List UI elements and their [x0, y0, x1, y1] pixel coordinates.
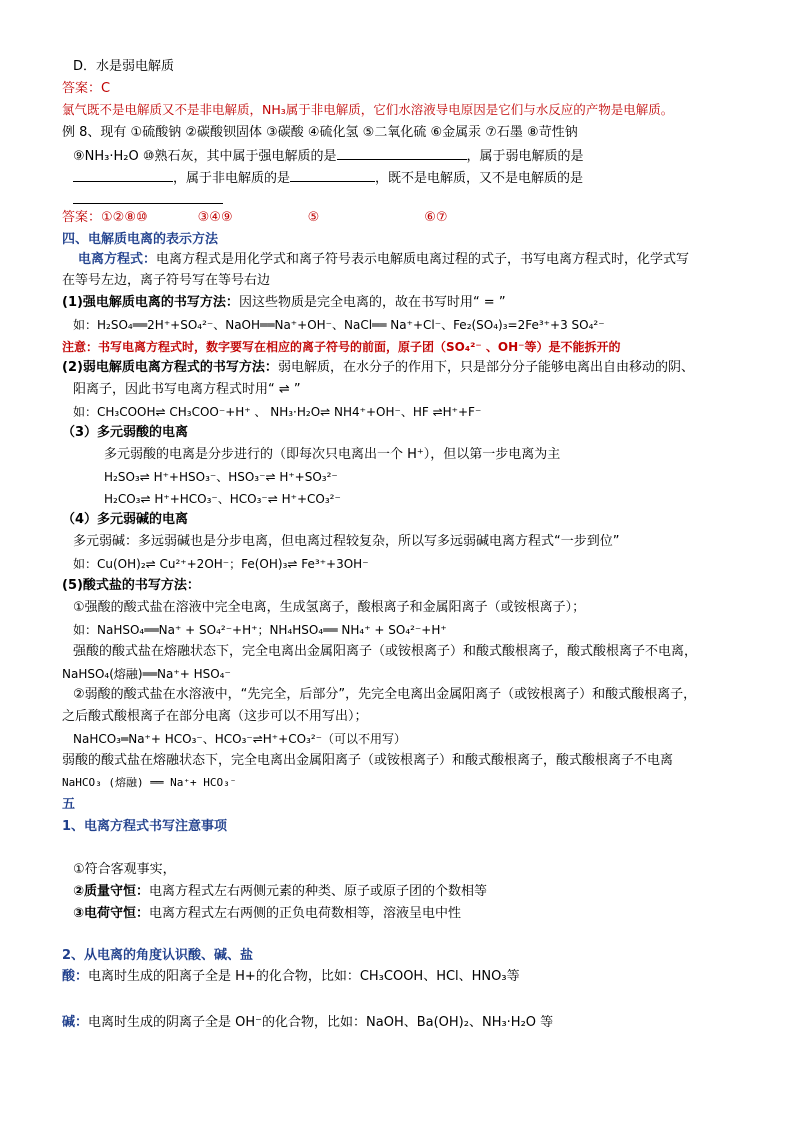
- acid-text: 电离时生成的阳离子全是 H+的化合物，比如：CH₃COOH、HCl、HNO₃等: [88, 969, 520, 984]
- answer-c: 答案：C: [62, 81, 111, 96]
- rule-2-label: ②质量守恒：: [73, 884, 150, 899]
- answer-neither: ⑥⑦: [424, 210, 448, 225]
- acid-salt-2-molten: 弱酸的酸式盐在熔融状态下，完全电离出金属阳离子（或铵根离子）和酸式酸根离子，酸式酸根离子不电离: [62, 753, 674, 768]
- section-5-1-heading: 1、电离方程式书写注意事项: [62, 819, 228, 834]
- strong-electrolyte-heading: [62, 294, 506, 312]
- strong-label: (1)强电解质电离的书写方法：: [62, 295, 239, 310]
- acid-label: 酸：: [62, 969, 89, 984]
- rule-1: ①符合客观事实，: [73, 862, 176, 877]
- acid-salt-1-molten-eq: NaHSO₄(熔融)══Na⁺+ HSO₄⁻: [62, 667, 231, 681]
- example-8-line4: [73, 190, 223, 210]
- explanation: 氯气既不是电解质又不是非电解质，NH₃属于非电解质，它们水溶液导电原因是它们与水反应的产物是电解质。: [62, 102, 674, 117]
- rule-3: [73, 905, 461, 923]
- weak-text-2: 阳离子，因此书写电离方程式时用“ ⇌ ”: [73, 382, 301, 397]
- rule-3-label: ③电荷守恒：: [73, 906, 150, 921]
- blank-strong: [337, 146, 467, 160]
- rule-2: [73, 883, 487, 901]
- definition-text: 电离方程式是用化学式和离子符号表示电解质电离过程的式子，书写电离方程式时，化学式写: [156, 252, 690, 267]
- acid-salt-2-molten-eq: NaHCO₃ (熔融) ══ Na⁺+ HCO₃⁻: [62, 776, 237, 789]
- polyprotic-acid-eq2: H₂CO₃⇌ H⁺+HCO₃⁻、HCO₃⁻⇌ H⁺+CO₃²⁻: [104, 492, 341, 506]
- base-definition: [62, 1014, 553, 1032]
- example-8-line3: [73, 168, 583, 188]
- example-8-options: 例 8、现有 ①硫酸钠 ②碳酸钡固体 ③碳酸 ④硫化氢 ⑤二氧化硫 ⑥金属汞 ⑦石墨 ⑧苛性钠: [62, 125, 578, 140]
- weak-text: 弱电解质，在水分子的作用下，只是部分分子能够电离出自由移动的阴、: [277, 360, 694, 375]
- note: 注意：书写电离方程式时，数字要写在相应的离子符号的前面，原子团（SO₄²⁻ 、OH⁻等）是不能拆开的: [62, 340, 621, 354]
- rule-3-text: 电离方程式左右两侧的正负电荷数相等，溶液呈电中性: [149, 906, 462, 921]
- line3-text-b: ，既不是电解质，又不是电解质的是: [375, 171, 584, 186]
- answer-weak: ③④⑨: [197, 210, 233, 225]
- line2-text-b: ，属于弱电解质的是: [466, 149, 584, 164]
- acid-salt-1-molten: 强酸的酸式盐在熔融状态下，完全电离出金属阳离子（或铵根离子）和酸式酸根离子，酸式酸根离子不电离，: [73, 644, 698, 659]
- rule-2-text: 电离方程式左右两侧元素的种类、原子或原子团的个数相等: [149, 884, 488, 899]
- weak-electrolyte-heading: [62, 359, 694, 377]
- acid-salt-2: ②弱酸的酸式盐在水溶液中，“先完全，后部分”，先完全电离出金属阳离子（或铵根离子）和酸式酸根离子，: [73, 687, 697, 702]
- base-text: 电离时生成的阴离子全是 OH⁻的化合物，比如：NaOH、Ba(OH)₂、NH₃·H₂O 等: [88, 1015, 554, 1030]
- polyhydroxy-base-heading: （4）多元弱碱的电离: [62, 512, 189, 527]
- strong-text: 因这些物质是完全电离的，故在书写时用“ = ”: [238, 295, 506, 310]
- polyprotic-acid-heading: （3）多元弱酸的电离: [62, 425, 189, 440]
- acid-salt-2-eq: NaHCO₃═Na⁺+ HCO₃⁻、HCO₃⁻⇌H⁺+CO₃²⁻（可以不用写）: [73, 732, 406, 746]
- definition-label: 电离方程式：: [78, 252, 157, 267]
- weak-label: (2)弱电解质电离方程式的书写方法：: [62, 360, 278, 375]
- acid-salt-heading: (5)酸式盐的书写方法：: [62, 578, 200, 593]
- polyhydroxy-base-text: 多元弱碱：多远弱碱也是分步电离，但电离过程较复杂，所以写多远弱碱电离方程式“一步到位”: [73, 534, 620, 549]
- blank-neither: [73, 190, 223, 204]
- acid-salt-2-cont: 之后酸式酸根离子在部分电离（这步可以不用写出）；: [62, 709, 368, 724]
- ionization-equation-definition: [78, 251, 689, 269]
- blank-non: [290, 168, 375, 182]
- option-d: D．水是弱电解质: [73, 59, 175, 74]
- answer-strong: ①②⑧⑩: [101, 210, 148, 225]
- strong-example: 如：H₂SO₄══2H⁺+SO₄²⁻、NaOH══Na⁺+OH⁻、NaCl══ Na⁺+Cl⁻、Fe₂(SO₄)₃=2Fe³⁺+3 SO₄²⁻: [73, 318, 605, 332]
- blank-weak: [73, 168, 173, 182]
- weak-example: 如：CH₃COOH⇌ CH₃COO⁻+H⁺ 、 NH₃·H₂O⇌ NH4⁺+OH⁻、HF ⇌H⁺+F⁻: [73, 405, 482, 419]
- example-8-line2: [73, 146, 584, 166]
- line2-text-a: ⑨NH₃·H₂O ⑩熟石灰，其中属于强电解质的是: [73, 149, 337, 164]
- polyhydroxy-base-eq: 如：Cu(OH)₂⇌ Cu²⁺+2OH⁻；Fe(OH)₃⇌ Fe³⁺+3OH⁻: [73, 557, 369, 571]
- answer-non: ⑤: [307, 210, 320, 225]
- polyprotic-acid-text: 多元弱酸的电离是分步进行的（即每次只电离出一个 H⁺），但以第一步电离为主: [104, 447, 561, 462]
- section-5-2-heading: 2、从电离的角度认识酸、碱、盐: [62, 948, 254, 963]
- acid-salt-1: ①强酸的酸式盐在溶液中完全电离，生成氢离子，酸根离子和金属阳离子（或铵根离子）；: [73, 600, 586, 615]
- base-label: 碱：: [62, 1015, 89, 1030]
- polyprotic-acid-eq1: H₂SO₃⇌ H⁺+HSO₃⁻、HSO₃⁻⇌ H⁺+SO₃²⁻: [104, 470, 338, 484]
- section-4-heading: 四、电解质电离的表示方法: [62, 232, 219, 247]
- acid-definition: [62, 968, 520, 986]
- line3-text-a: ，属于非电解质的是: [173, 171, 291, 186]
- definition-text-2: 在等号左边，离子符号写在等号右边: [62, 273, 271, 288]
- example-8-answer: [62, 209, 448, 227]
- section-5-heading: 五: [62, 797, 76, 812]
- acid-salt-1-example: 如：NaHSO₄══Na⁺ + SO₄²⁻+H⁺；NH₄HSO₄══ NH₄⁺ + SO₄²⁻+H⁺: [73, 623, 447, 637]
- answer-label: 答案：: [62, 210, 102, 225]
